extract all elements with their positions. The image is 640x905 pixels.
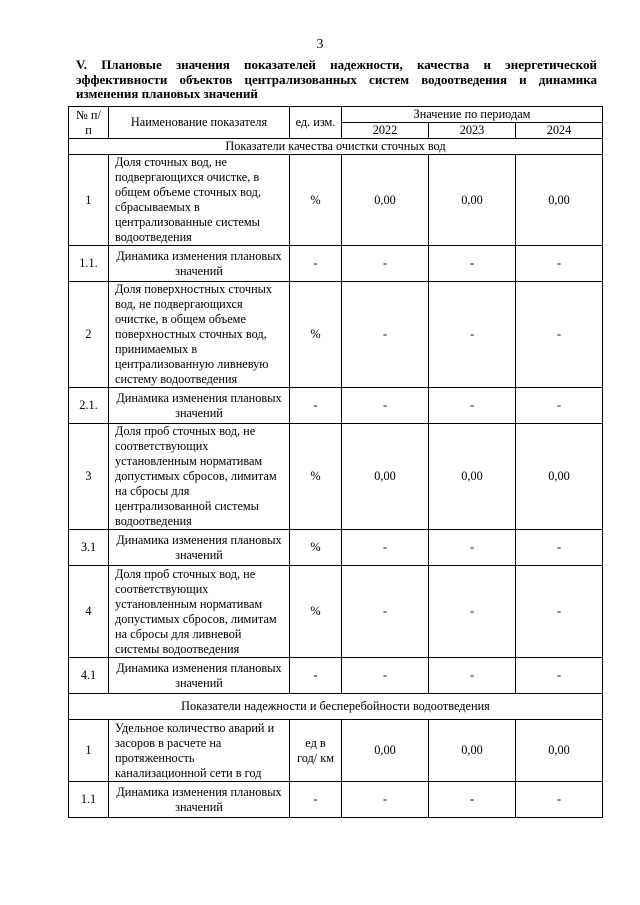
section-heading: V. Плановые значения показателей надежности, качества и энергетической эффективности объектов централизованных систем водоотведения и динамика изменения плановых значений [76,57,597,101]
row-unit: ед в год/ км [290,720,342,782]
row-value: 0,00 [429,424,516,530]
row-value: - [429,782,516,818]
row-value: - [342,282,429,388]
row-value: 0,00 [429,155,516,246]
row-value: - [342,388,429,424]
indicators-table [68,106,603,818]
page-number: 3 [316,37,324,52]
table-row [69,282,603,388]
row-num: 4.1 [69,658,109,694]
header-year: 2023 [429,123,516,139]
row-value: - [516,782,603,818]
row-value: 0,00 [516,720,603,782]
table-row [69,424,603,530]
row-unit: - [290,246,342,282]
row-unit: % [290,566,342,658]
row-value: - [516,658,603,694]
header-row-1 [69,107,603,123]
row-unit: % [290,282,342,388]
row-value: - [516,246,603,282]
row-unit: % [290,530,342,566]
row-value: - [516,282,603,388]
row-num: 3 [69,424,109,530]
row-value: - [429,566,516,658]
row-value: - [342,658,429,694]
header-num: № п/п [69,107,109,139]
section-2-title-row [69,694,603,720]
table-row [69,720,603,782]
row-unit: - [290,782,342,818]
row-value: 0,00 [342,424,429,530]
row-num: 1.1 [69,782,109,818]
row-value: 0,00 [429,720,516,782]
row-unit: % [290,155,342,246]
row-name: Динамика изменения плановых значений [109,782,290,818]
table-row [69,566,603,658]
header-periods: Значение по периодам [342,107,603,123]
row-value: - [516,566,603,658]
row-name: Динамика изменения плановых значений [109,530,290,566]
row-num: 3.1 [69,530,109,566]
row-value: 0,00 [516,424,603,530]
row-name: Динамика изменения плановых значений [109,658,290,694]
row-num: 4 [69,566,109,658]
table-row [69,388,603,424]
row-value: - [516,530,603,566]
row-name: Доля проб сточных вод, не соответствующих установленным нормативам допустимых сбросов, лимитам на сбросы для централизованной системы водоотведения [109,424,290,530]
row-name: Динамика изменения плановых значений [109,246,290,282]
row-num: 1 [69,155,109,246]
row-num: 1.1. [69,246,109,282]
header-name: Наименование показателя [109,107,290,139]
row-name: Доля проб сточных вод, не соответствующих установленным нормативам допустимых сбросов, лимитам на сбросы для ливневой системы водоотведения [109,566,290,658]
row-unit: - [290,388,342,424]
header-unit: ед. изм. [290,107,342,139]
row-name: Динамика изменения плановых значений [109,388,290,424]
header-year: 2022 [342,123,429,139]
row-value: - [516,388,603,424]
row-value: - [429,658,516,694]
section-1-title-row [69,139,603,155]
row-name: Удельное количество аварий и засоров в расчете на протяженность канализационной сети в год [109,720,290,782]
table-row [69,155,603,246]
header-year: 2024 [516,123,603,139]
table-row [69,530,603,566]
row-value: - [429,530,516,566]
row-value: - [342,566,429,658]
row-value: - [342,530,429,566]
table-row [69,658,603,694]
row-num: 2.1. [69,388,109,424]
row-value: 0,00 [342,720,429,782]
row-unit: - [290,658,342,694]
row-value: - [429,282,516,388]
row-unit: % [290,424,342,530]
row-value: - [342,782,429,818]
table-row [69,246,603,282]
row-value: 0,00 [516,155,603,246]
row-value: - [429,246,516,282]
row-num: 2 [69,282,109,388]
section-2-title: Показатели надежности и бесперебойности водоотведения [69,694,603,720]
row-num: 1 [69,720,109,782]
row-name: Доля сточных вод, не подвергающихся очистке, в общем объеме сточных вод, сбрасываемых в централизованные системы водоотведения [109,155,290,246]
row-value: - [429,388,516,424]
row-value: - [342,246,429,282]
table-row [69,782,603,818]
row-value: 0,00 [342,155,429,246]
row-name: Доля поверхностных сточных вод, не подвергающихся очистке, в общем объеме поверхностных сточных вод, принимаемых в централизованную ливневую систему водоотведения [109,282,290,388]
section-1-title: Показатели качества очистки сточных вод [69,139,603,155]
